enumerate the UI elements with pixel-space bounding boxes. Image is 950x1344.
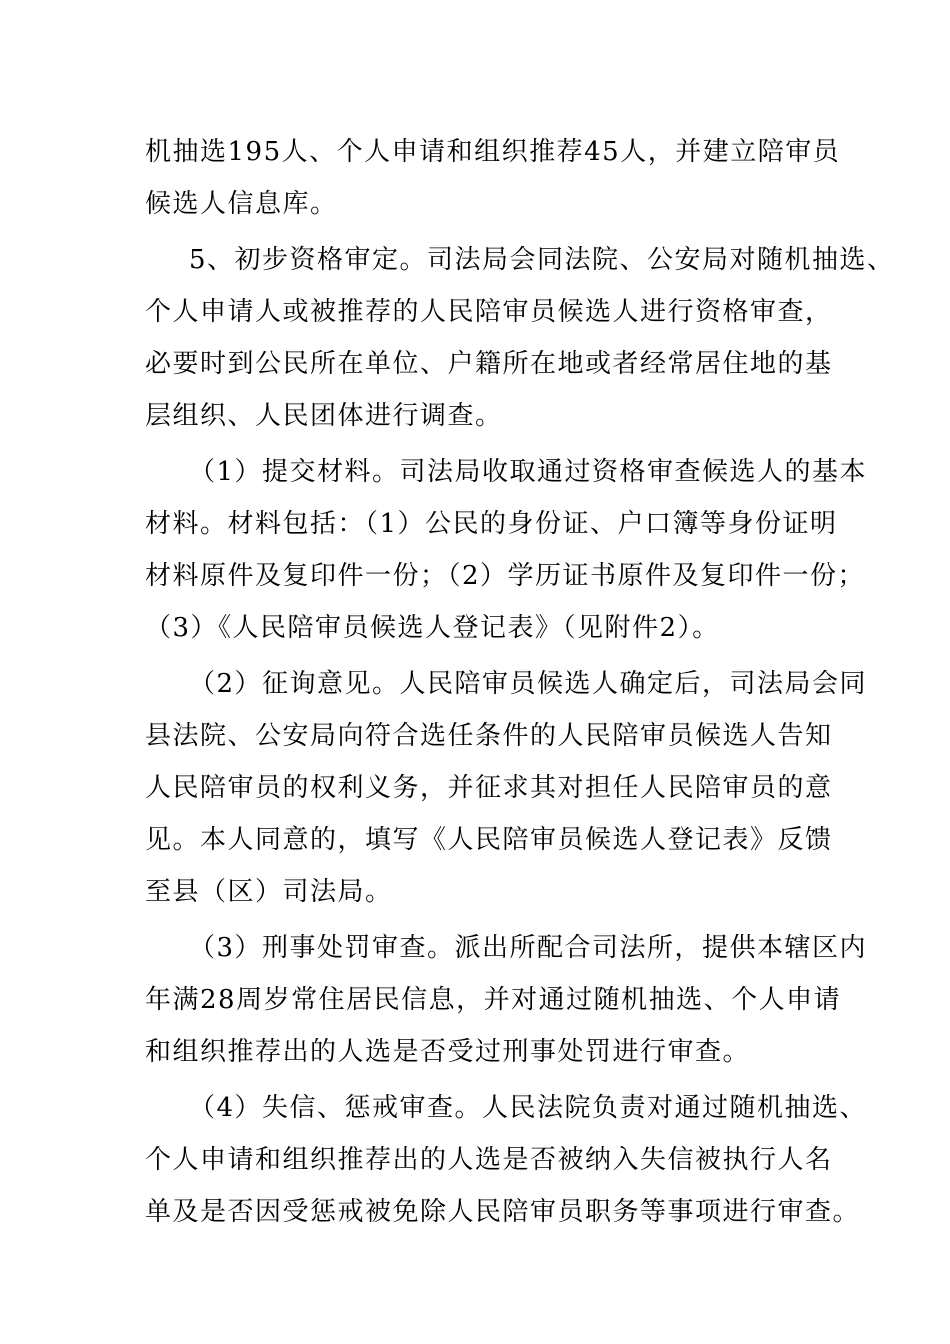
text-line: （3）刑事处罚审查。派出所配合司法所，提供本辖区内 [189,933,868,963]
text-line: 至县（区）司法局。 [145,877,393,907]
text-line: 候选人信息库。 [145,189,338,219]
text-line: 见。本人同意的，填写《人民陪审员候选人登记表》反馈 [145,825,833,855]
text-line: 5、初步资格审定。司法局会同法院、公安局对随机抽选、 [189,245,895,275]
paragraph-criminal-review [145,922,868,1078]
text-line: （1）提交材料。司法局收取通过资格审查候选人的基本 [189,457,868,487]
paragraph-credit-discipline-review [145,1082,868,1238]
text-line: 材料原件及复印件一份；（2）学历证书原件及复印件一份； [145,561,866,591]
text-line: 年满28周岁常住居民信息，并对通过随机抽选、个人申请 [145,985,842,1015]
text-line: 单及是否因受惩戒被免除人民陪审员职务等事项进行审查。 [145,1197,861,1227]
paragraph-submit-materials [145,446,868,654]
paragraph-solicit-opinions [145,658,868,918]
document-body [145,126,895,1238]
paragraph-preliminary-qualification [145,234,895,442]
text-line: （2）征询意见。人民陪审员候选人确定后，司法局会同 [189,669,868,699]
text-line: 个人申请和组织推荐出的人选是否被纳入失信被执行人名 [145,1145,833,1175]
text-line: 个人申请人或被推荐的人民陪审员候选人进行资格审查， [145,297,833,327]
text-line: 机抽选195人、个人申请和组织推荐45人，并建立陪审员 [145,137,841,167]
text-line: 人民陪审员的权利义务，并征求其对担任人民陪审员的意 [145,773,833,803]
text-line: 和组织推荐出的人选是否受过刑事处罚进行审查。 [145,1037,751,1067]
text-line: 层组织、人民团体进行调查。 [145,401,503,431]
text-line: 县法院、公安局向符合选任条件的人民陪审员候选人告知 [145,721,833,751]
text-line: （3）《人民陪审员候选人登记表》（见附件2）。 [145,613,720,643]
text-line: 必要时到公民所在单位、户籍所在地或者经常居住地的基 [145,349,833,379]
paragraph-continuation [145,126,841,230]
text-line: （4）失信、惩戒审查。人民法院负责对通过随机抽选、 [189,1093,868,1123]
text-line: 材料。材料包括：（1）公民的身份证、户口簿等身份证明 [145,509,838,539]
